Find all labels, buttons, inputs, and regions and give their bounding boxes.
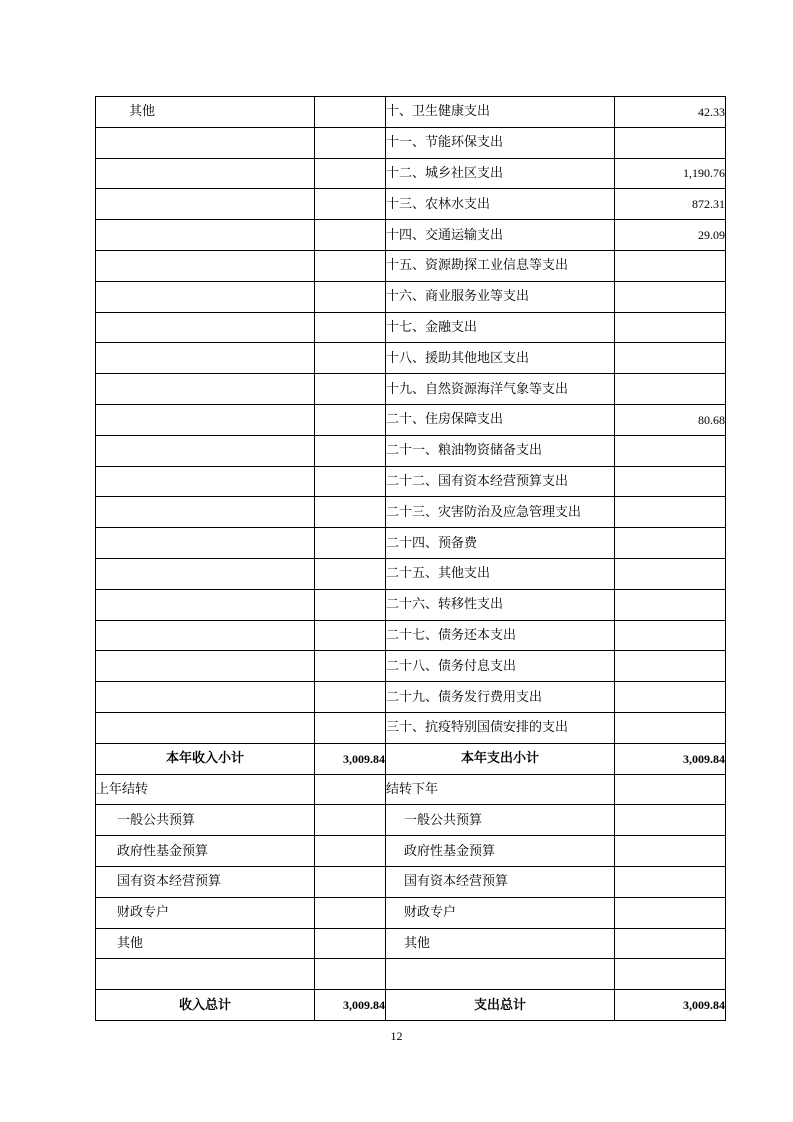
total-row [96,990,726,1021]
income-item-label [96,343,315,374]
carryover-expense-label: 结转下年 [386,774,615,805]
table-row [96,959,726,990]
expense-item-label: 二十六、转移性支出 [386,589,615,620]
expense-item-label: 十六、商业服务业等支出 [386,281,615,312]
expense-item-value [615,558,726,589]
total-row-income-value: 3,009.84 [315,990,386,1021]
expense-item-label: 十一、节能环保支出 [386,127,615,158]
expense-item-value: 29.09 [615,220,726,251]
carryover-expense-value [615,774,726,805]
income-item-value [315,189,386,220]
expense-item-label: 二十、住房保障支出 [386,404,615,435]
income-item-value [315,250,386,281]
income-item-label [96,281,315,312]
table-row [96,281,726,312]
table-row [96,836,726,867]
expense-item-label: 二十一、粮油物资储备支出 [386,435,615,466]
expense-item-label: 二十七、债务还本支出 [386,620,615,651]
income-item-value [315,312,386,343]
carryover-expense-value [615,928,726,959]
income-item-value [315,497,386,528]
income-item-label [96,435,315,466]
income-item-value [315,404,386,435]
expense-item-label: 二十九、债务发行费用支出 [386,682,615,713]
carryover-expense-value [615,805,726,836]
expense-item-value [615,651,726,682]
carryover-expense-label: 财政专户 [386,897,615,928]
expense-item-label: 三十、抗疫特别国债安排的支出 [386,712,615,743]
expense-item-value [615,497,726,528]
table-row [96,712,726,743]
table-row [96,127,726,158]
income-item-label [96,374,315,405]
carryover-income-label: 上年结转 [96,774,315,805]
table-row [96,928,726,959]
expense-item-label: 十四、交通运输支出 [386,220,615,251]
table-row [96,466,726,497]
income-item-value [315,528,386,559]
carryover-income-label: 政府性基金预算 [96,836,315,867]
carryover-expense-label: 其他 [386,928,615,959]
income-item-value [315,466,386,497]
expense-item-label: 十九、自然资源海洋气象等支出 [386,374,615,405]
expense-item-label: 二十五、其他支出 [386,558,615,589]
income-item-label [96,620,315,651]
expense-item-value [615,250,726,281]
income-item-label [96,497,315,528]
expense-item-label: 十、卫生健康支出 [386,97,615,128]
subtotal-row-income-value: 3,009.84 [315,743,386,774]
expense-item-value: 872.31 [615,189,726,220]
income-item-label [96,712,315,743]
income-item-label: 其他 [96,97,315,128]
expense-item-value [615,620,726,651]
expense-item-label: 二十二、国有资本经营预算支出 [386,466,615,497]
income-item-value [315,374,386,405]
carryover-expense-label: 一般公共预算 [386,805,615,836]
expense-item-value: 80.68 [615,404,726,435]
subtotal-row-income-label: 本年收入小计 [96,743,315,774]
expense-item-value [615,682,726,713]
expense-item-value [615,374,726,405]
income-item-label [96,127,315,158]
expense-item-label: 十二、城乡社区支出 [386,158,615,189]
carryover-income-value [315,805,386,836]
table-row [96,404,726,435]
subtotal-row [96,743,726,774]
income-item-value [315,343,386,374]
carryover-income-value [315,897,386,928]
carryover-expense-label [386,959,615,990]
table-row [96,558,726,589]
expense-item-value [615,435,726,466]
carryover-income-label: 国有资本经营预算 [96,866,315,897]
table-row [96,250,726,281]
income-item-value [315,712,386,743]
income-item-value [315,97,386,128]
carryover-income-label: 其他 [96,928,315,959]
expense-item-value [615,312,726,343]
income-item-value [315,158,386,189]
table-row [96,682,726,713]
expense-item-label: 十三、农林水支出 [386,189,615,220]
table-row [96,589,726,620]
expense-item-value: 1,190.76 [615,158,726,189]
table-row [96,774,726,805]
expense-item-label: 十八、援助其他地区支出 [386,343,615,374]
carryover-income-value [315,959,386,990]
table-row [96,651,726,682]
income-item-value [315,651,386,682]
expense-item-value [615,589,726,620]
subtotal-row-expense-label: 本年支出小计 [386,743,615,774]
carryover-income-value [315,774,386,805]
carryover-expense-label: 国有资本经营预算 [386,866,615,897]
carryover-income-value [315,866,386,897]
income-item-value [315,682,386,713]
income-item-value [315,620,386,651]
income-item-label [96,158,315,189]
table-row [96,158,726,189]
expense-item-value [615,712,726,743]
subtotal-row-expense-value: 3,009.84 [615,743,726,774]
income-item-label [96,651,315,682]
carryover-expense-label: 政府性基金预算 [386,836,615,867]
budget-table-body [96,97,726,1021]
expense-item-label: 二十八、债务付息支出 [386,651,615,682]
total-row-income-label: 收入总计 [96,990,315,1021]
income-item-label [96,558,315,589]
income-item-label [96,312,315,343]
carryover-income-value [315,928,386,959]
table-row [96,189,726,220]
table-row [96,497,726,528]
table-row [96,343,726,374]
income-item-value [315,220,386,251]
table-row [96,866,726,897]
expense-item-value [615,466,726,497]
expense-item-label: 二十四、预备费 [386,528,615,559]
budget-table [95,96,726,1021]
table-row [96,97,726,128]
income-item-label [96,528,315,559]
expense-item-value [615,528,726,559]
income-item-label [96,466,315,497]
carryover-income-value [315,836,386,867]
total-row-expense-label: 支出总计 [386,990,615,1021]
table-row [96,897,726,928]
expense-item-value: 42.33 [615,97,726,128]
income-item-label [96,189,315,220]
carryover-expense-value [615,897,726,928]
carryover-income-label: 一般公共预算 [96,805,315,836]
table-row [96,435,726,466]
table-row [96,374,726,405]
income-item-label [96,250,315,281]
expense-item-value [615,343,726,374]
expense-item-label: 十七、金融支出 [386,312,615,343]
carryover-expense-value [615,836,726,867]
carryover-income-label [96,959,315,990]
income-item-value [315,435,386,466]
income-item-value [315,127,386,158]
table-row [96,620,726,651]
income-item-label [96,404,315,435]
table-row [96,528,726,559]
table-row [96,805,726,836]
carryover-income-label: 财政专户 [96,897,315,928]
expense-item-label: 十五、资源勘探工业信息等支出 [386,250,615,281]
income-item-label [96,589,315,620]
income-item-value [315,281,386,312]
income-item-label [96,220,315,251]
carryover-expense-value [615,866,726,897]
page-number: 12 [390,1029,403,1043]
carryover-expense-value [615,959,726,990]
table-row [96,220,726,251]
income-item-value [315,589,386,620]
expense-item-value [615,127,726,158]
table-row [96,312,726,343]
income-item-value [315,558,386,589]
expense-item-value [615,281,726,312]
income-item-label [96,682,315,713]
expense-item-label: 二十三、灾害防治及应急管理支出 [386,497,615,528]
total-row-expense-value: 3,009.84 [615,990,726,1021]
